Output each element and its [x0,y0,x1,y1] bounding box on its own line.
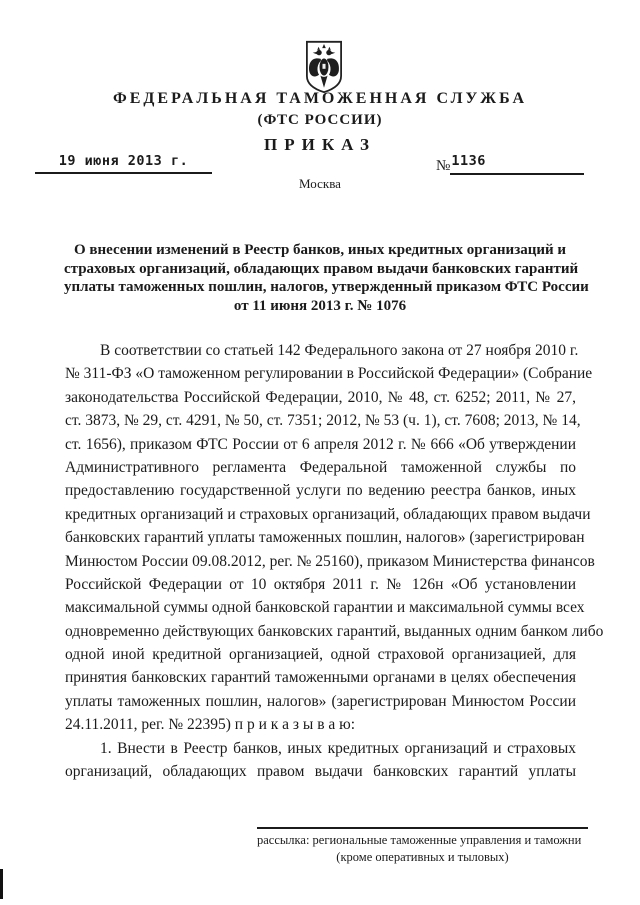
body-line: законодательства Российской Федерации, 2010, № 48, ст. 6252; 2011, № 27, [65,388,576,406]
document-type-heading: ПРИКАЗ [264,135,376,154]
body-line-order-clause: 24.11.2011, рег. № 22395) п р и к а з ы в а ю: [65,716,356,734]
body-line: ст. 3873, № 29, ст. 4291, № 50, ст. 7351; 2012, № 53 (ч. 1), ст. 7608; 2013, № 14, [65,412,581,430]
body-line: Российской Федерации от 10 октября 2011 г. № 126н «Об установлении [65,575,576,593]
footer-divider [257,827,588,829]
body-line: Минюстом России 09.08.2012, рег. № 25160), приказом Министерства финансов [65,552,595,570]
body-line: уплаты таможенных пошлин, налогов» (зарегистрирован Минюстом России [65,692,576,710]
title-line: уплаты таможенных пошлин, налогов, утвержденный приказом ФТС России [64,279,589,295]
org-short-name: (ФТС РОССИИ) [257,112,383,128]
city-label: Москва [299,176,341,191]
body-line: предоставлению государственной услуги по ведению реестра банков, иных [65,482,576,500]
distribution-line: рассылка: региональные таможенные управления и таможни [257,833,582,847]
body-line: одной иной кредитной организацией, одной страховой организацией, для [65,646,576,664]
body-line: максимальной суммы одной банковской гарантии и максимальной суммы всех [65,599,585,617]
number-sign: № [436,158,451,174]
body-line: принятия банковских гарантий таможенными органами в целях обеспечения [65,669,576,687]
document-date: 19 июня 2013 г. [35,153,212,174]
number-value: 1136 [450,153,584,175]
body-line: ст. 1656), приказом ФТС России от 6 апреля 2012 г. № 666 «Об утверждении [65,435,576,453]
title-line: страховых организаций, обладающих правом выдачи банковских гарантий [64,260,579,277]
body-line: Административного регламента Федеральной таможенной службы по [65,458,576,476]
document-title [64,241,589,315]
document-number [436,153,584,175]
document-body [65,339,604,783]
body-line: В соответствии со статьей 142 Федерального закона от 27 ноября 2010 г. [100,342,579,359]
body-line: кредитных организаций и страховых организаций, обладающих правом выдачи [65,505,591,523]
title-line: от 11 июня 2013 г. № 1076 [233,297,407,314]
scan-artifact [0,869,3,899]
russian-coat-of-arms-icon [301,40,347,94]
title-line: О внесении изменений в Реестр банков, иных кредитных организаций и [73,242,567,258]
body-line: № 311-ФЗ «О таможенном регулировании в Российской Федерации» (Собрание [65,365,593,383]
body-line: организаций, обладающих правом выдачи банковских гарантий уплаты [65,763,576,781]
body-line-item-1: 1. Внести в Реестр банков, иных кредитных организаций и страховых [100,739,576,757]
distribution-line: (кроме оперативных и тыловых) [336,850,509,864]
body-line: банковских гарантий уплаты таможенных пошлин, налогов» (зарегистрирован [65,529,585,547]
org-name: ФЕДЕРАЛЬНАЯ ТАМОЖЕННАЯ СЛУЖБА [112,90,528,107]
distribution-note [257,832,588,866]
body-line: одновременно действующих банковских гарантий, выданных одним банком либо [65,622,604,640]
